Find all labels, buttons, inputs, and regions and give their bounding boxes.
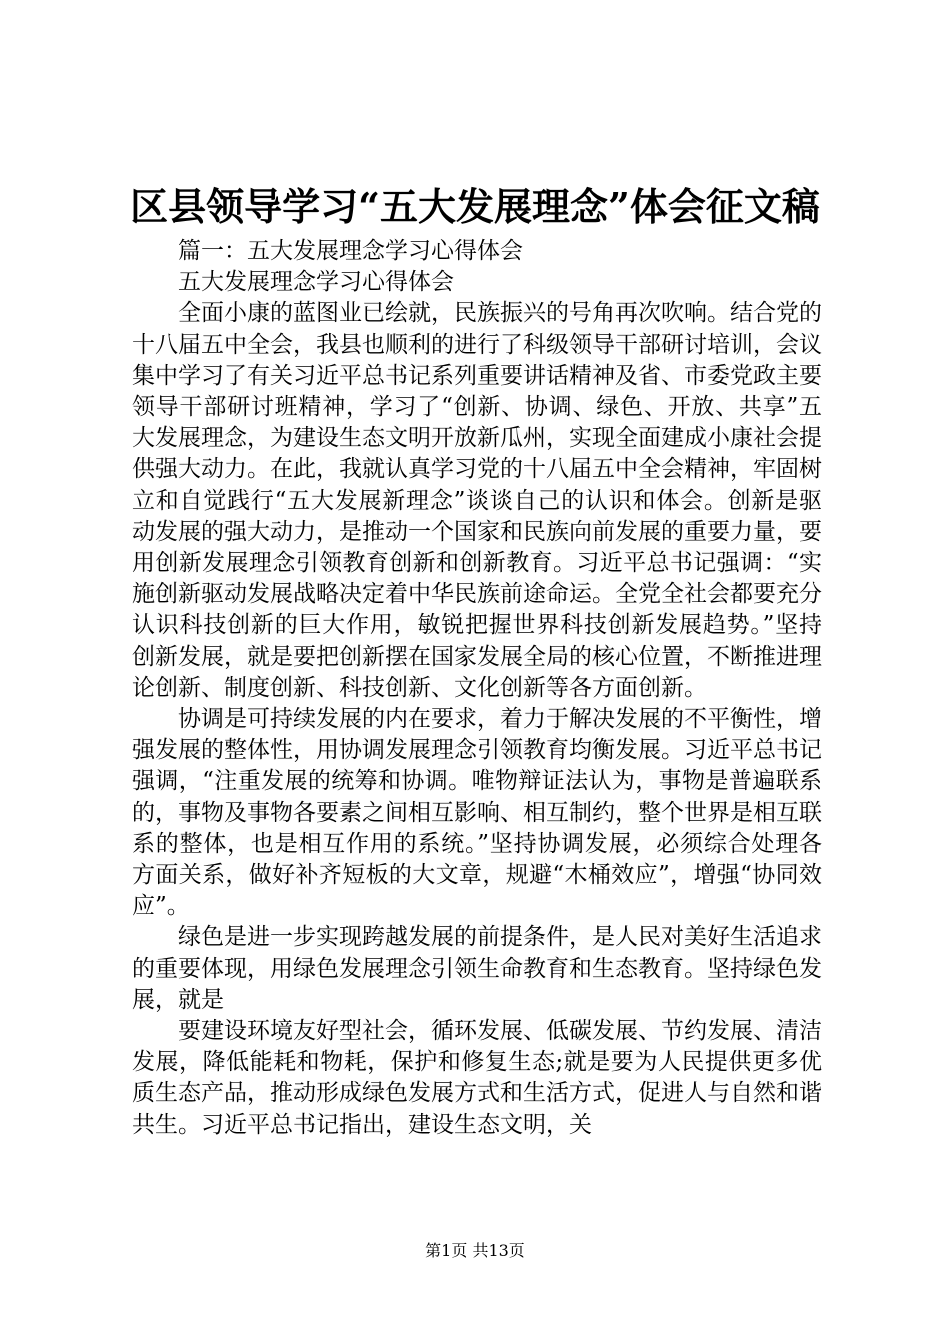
paragraph: 绿色是进一步实现跨越发展的前提条件，是人民对美好生活追求的重要体现，用绿色发展理念引领生命教育和生态教育。坚持绿色发展，就是 — [132, 924, 822, 1013]
paragraph: 要建设环境友好型社会，循环发展、低碳发展、节约发展、清洁发展，降低能耗和物耗，保护和修复生态;就是要为人民提供更多优质生态产品，推动形成绿色发展方式和生活方式，促进人与自然和谐共生。习近平总书记指出，建设生态文明，关 — [132, 1018, 822, 1138]
article-subtitle: 五大发展理念学习心得体会 — [178, 269, 454, 296]
paragraph: 全面小康的蓝图业已绘就，民族振兴的号角再次吹响。结合党的十八届五中全会，我县也顺利的进行了科级领导干部研讨培训，会议集中学习了有关习近平总书记系列重要讲话精神及省、市委党政主要领导干部研讨班精神，学习了“创新、协调、绿色、开放、共享”五大发展理念，为建设生态文明开放新瓜州，实现全面建成小康社会提供强大动力。在此，我就认真学习党的十八届五中全会精神，牢固树立和自觉践行“五大发展新理念”谈谈自己的认识和体会。创新是驱动发展的强大动力，是推动一个国家和民族向前发展的重要力量，要用创新发展理念引领教育创新和创新教育。习近平总书记强调：“实施创新驱动发展战略决定着中华民族前途命运。全党全社会都要充分认识科技创新的巨大作用，敏锐把握世界科技创新发展趋势。”坚持创新发展，就是要把创新摆在国家发展全局的核心位置，不断推进理论创新、制度创新、科技创新、文化创新等各方面创新。 — [132, 300, 822, 701]
document-title: 区县领导学习“五大发展理念”体会征文稿 — [130, 184, 820, 229]
section-heading: 篇一：五大发展理念学习心得体会 — [178, 238, 523, 264]
document-body — [132, 236, 822, 1141]
paragraph: 协调是可持续发展的内在要求，着力于解决发展的不平衡性，增强发展的整体性，用协调发展理念引领教育均衡发展。习近平总书记强调，“注重发展的统筹和协调。唯物辩证法认为，事物是普遍联系的，事物及事物各要素之间相互影响、相互制约，整个世界是相互联系的整体，也是相互作用的系统。”坚持协调发展，必须综合处理各方面关系，做好补齐短板的大文章，规避“木桶效应”，增强“协同效应”。 — [132, 706, 822, 920]
page-number: 第1页 共13页 — [425, 1241, 525, 1260]
